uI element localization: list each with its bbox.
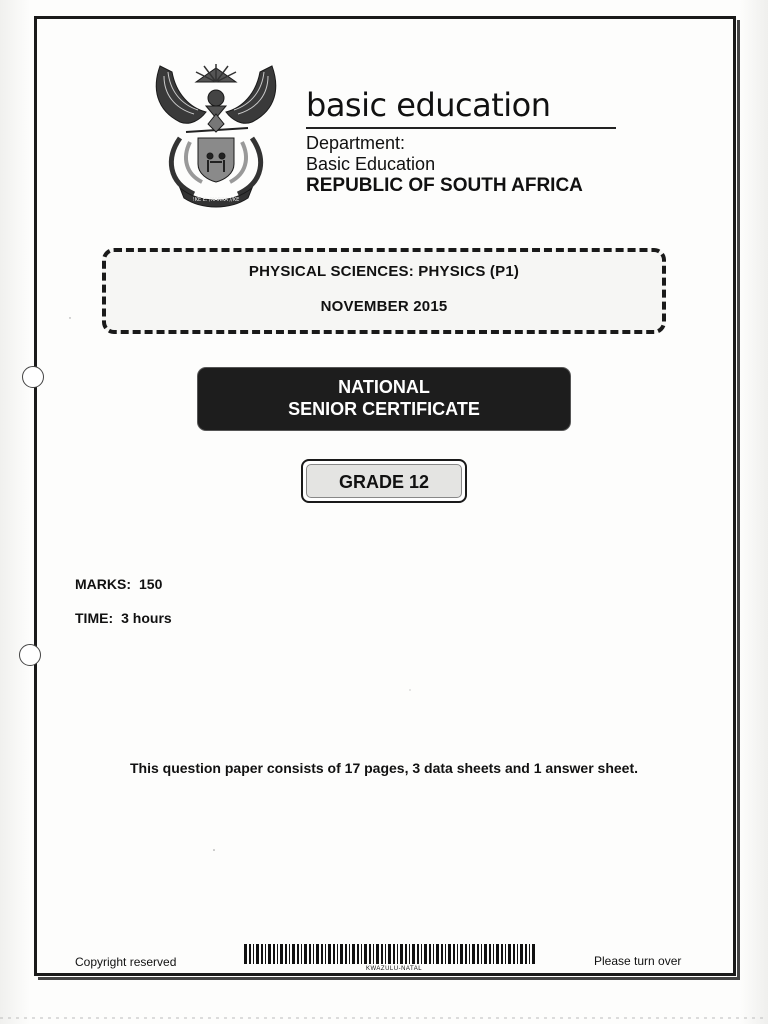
marks-row <box>75 576 162 592</box>
barcode-bar <box>253 944 254 964</box>
marks-label: MARKS: <box>75 576 131 592</box>
barcode-bar <box>285 944 287 964</box>
barcode-bar <box>453 944 455 964</box>
barcode-bar <box>513 944 515 964</box>
barcode-bar <box>472 944 475 964</box>
turn-over-text: Please turn over <box>594 954 682 968</box>
exam-session: NOVEMBER 2015 <box>320 298 448 315</box>
barcode-bar <box>441 944 443 964</box>
time-row <box>75 610 172 626</box>
barcode-bar <box>393 944 395 964</box>
certificate-line-1: NATIONAL <box>338 377 430 397</box>
barcode-bar <box>364 944 367 964</box>
barcode-bar <box>409 944 410 964</box>
grade-label: GRADE 12 <box>306 464 462 498</box>
barcode-bar <box>265 944 266 964</box>
barcode-bar <box>481 944 482 964</box>
barcode-bar <box>529 944 530 964</box>
certificate-banner <box>198 368 570 430</box>
barcode-bar <box>268 944 271 964</box>
paper-contents-note: This question paper consists of 17 pages, 3 data sheets and 1 answer sheet. <box>129 760 639 776</box>
barcode-bar <box>369 944 371 964</box>
barcode-bar <box>273 944 275 964</box>
barcode-bar <box>477 944 479 964</box>
department-label: Department: <box>306 133 406 153</box>
barcode-bar <box>421 944 422 964</box>
marks-value: 150 <box>139 576 163 592</box>
subject-box <box>102 248 666 334</box>
punch-hole-top <box>22 366 44 388</box>
barcode-bar <box>489 944 491 964</box>
barcode-bar <box>349 944 350 964</box>
brand-title: basic education <box>306 86 616 129</box>
barcode-bar <box>256 944 259 964</box>
barcode-bar <box>469 944 470 964</box>
barcode-bar <box>292 944 295 964</box>
barcode-bar <box>340 944 343 964</box>
barcode-bar <box>337 944 338 964</box>
grade-badge <box>301 459 467 503</box>
barcode-bar <box>376 944 379 964</box>
punch-hole-bottom <box>19 644 41 666</box>
barcode-bar <box>532 944 535 964</box>
barcode-bar <box>385 944 386 964</box>
barcode-bar <box>496 944 499 964</box>
barcode-bar <box>445 944 446 964</box>
barcode-bar <box>501 944 503 964</box>
barcode-bar <box>244 944 247 964</box>
barcode-bar <box>316 944 319 964</box>
barcode-bar <box>345 944 347 964</box>
barcode-bar <box>373 944 374 964</box>
barcode-bar <box>357 944 359 964</box>
barcode-bar <box>405 944 407 964</box>
barcode-bar <box>381 944 383 964</box>
barcode-label: KWAZULU-NATAL <box>365 966 423 972</box>
certificate-line-2: SENIOR CERTIFICATE <box>288 399 480 419</box>
barcode-bar <box>493 944 494 964</box>
time-value: 3 hours <box>121 610 172 626</box>
barcode-bar <box>313 944 314 964</box>
barcode-bar <box>309 944 311 964</box>
barcode-bar <box>417 944 419 964</box>
barcode-bar <box>325 944 326 964</box>
barcode-bar <box>429 944 431 964</box>
barcode-bar <box>333 944 335 964</box>
barcode-bar <box>397 944 398 964</box>
barcode-bar <box>460 944 463 964</box>
barcode-bar <box>436 944 439 964</box>
barcode-bar <box>505 944 506 964</box>
barcode-bar <box>328 944 331 964</box>
barcode-bar <box>388 944 391 964</box>
country-name: REPUBLIC OF SOUTH AFRICA <box>306 175 583 196</box>
barcode-bar <box>465 944 467 964</box>
barcode-bar <box>297 944 299 964</box>
coat-of-arms-icon <box>150 58 282 208</box>
barcode-bar <box>424 944 427 964</box>
barcode-bar <box>484 944 487 964</box>
barcode-bar <box>520 944 523 964</box>
barcode-bar <box>361 944 362 964</box>
barcode-bar <box>508 944 511 964</box>
barcode-bar <box>400 944 403 964</box>
barcode-bar <box>433 944 434 964</box>
barcode-bar <box>457 944 458 964</box>
barcode-bar <box>289 944 290 964</box>
barcode-bar <box>517 944 518 964</box>
barcode-bar <box>525 944 527 964</box>
barcode-bar <box>412 944 415 964</box>
crest-motto: !KE E: /XARRA //KE <box>192 197 240 203</box>
barcode-bar <box>280 944 283 964</box>
barcode-bar <box>321 944 323 964</box>
copyright-text: Copyright reserved <box>75 955 177 969</box>
barcode-bar <box>352 944 355 964</box>
barcode-bar <box>448 944 451 964</box>
barcode-bar <box>277 944 278 964</box>
brand-block <box>306 86 616 196</box>
barcode-bar <box>301 944 302 964</box>
department-name: Basic Education <box>306 154 436 174</box>
barcode-bar <box>249 944 251 964</box>
subject-title: PHYSICAL SCIENCES: PHYSICS (P1) <box>248 263 520 280</box>
time-label: TIME: <box>75 610 114 626</box>
barcode-bar <box>304 944 307 964</box>
barcode-bar <box>261 944 263 964</box>
